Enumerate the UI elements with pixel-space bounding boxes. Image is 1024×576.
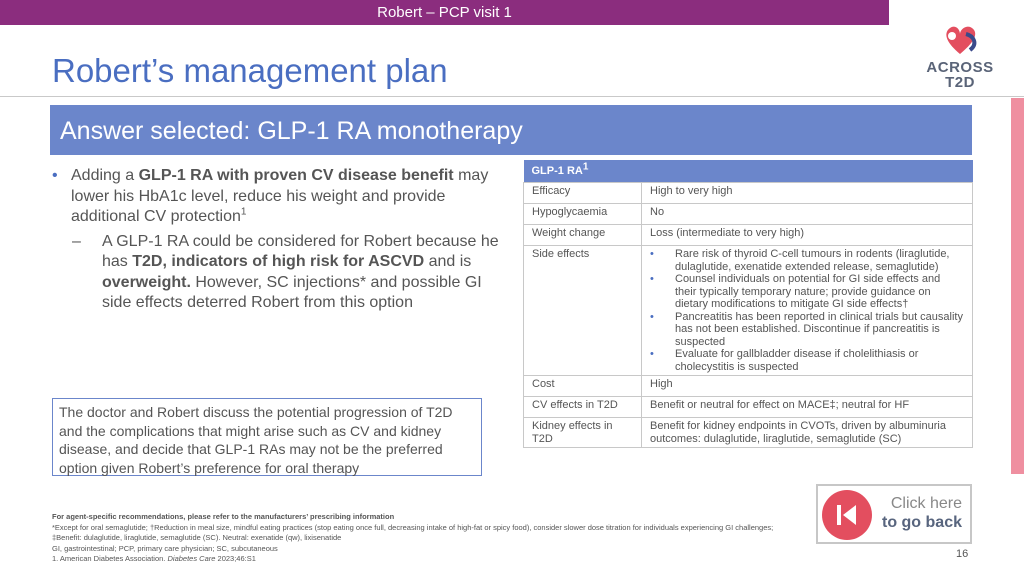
side-effects-list [650,248,964,373]
page-number: 16 [956,548,969,560]
back-arrow-icon[interactable] [822,490,872,540]
dash-icon: – [72,232,81,250]
decorative-stripe [1011,98,1024,474]
sub-bullet-item: – A GLP-1 RA could be considered for Robert because he has T2D, indicators of high risk for ASCVD and is overweight. However, SC injections* and possible GI side effects deterred Robert from this option [72,232,512,314]
list-item: • Pancreatitis has been reported in clinical trials but causality has not been established. Discontinue if pancreatitis is suspected [650,310,963,348]
table-row: Kidney effects in T2D Benefit for kidney endpoints in CVOTs, driven by albuminuria outcomes: dulaglutide, liraglutide, semaglutide (SC) [524,418,973,448]
table-row: Side effects • Rare risk of thyroid C-cell tumours in rodents (liraglutide, dulaglutide, exenatide extended release, semaglutide) • Counsel individuals on potential for GI side effects and their typically temporary nature; provide guidance on dietary modifications to mitigate GI side effects† • Pancreatitis has been reported in clinical trials but causality has not been established. Discontinue if pancreatitis is suspected • Evaluate for gallbladder disease if cholelithiasis or cholecystitis is suspected [524,246,973,376]
answer-banner: Answer selected: GLP-1 RA monotherapy [50,105,972,155]
table-row: Efficacy High to very high [524,183,973,204]
footnotes: For agent-specific recommendations, please refer to the manufacturers’ prescribing information *Except for oral semaglutide; †Reduction in meal size, mindful eating practices (stop eating once full, decreasing intake of high-fat or spicy food), consider slower dose titration for individuals experiencing GI challenges; ‡Benefit: dulaglutide, liraglutide, semaglutide (SC). Neutral: exenatide (qw), lixisenatide GI, gastrointestinal; PCP, primary care physician; SC, subcutaneous 1. American Diabetes Association. Diabetes Care 2023;46:S1 [52,512,774,563]
rationale-text [52,166,512,314]
glp1-ra-table [523,160,973,448]
list-item: • Counsel individuals on potential for GI side effects and their typically temporary nature; provide guidance on dietary modifications to mitigate GI side effects† [650,273,941,310]
list-item: • Rare risk of thyroid C-cell tumours in rodents (liraglutide, dulaglutide, exenatide extended release, semaglutide) [650,248,950,273]
slide-label-bar: Robert – PCP visit 1 [0,0,889,25]
table-row: Hypoglycaemia No [524,204,973,225]
table-row: Weight change Loss (intermediate to very high) [524,225,973,246]
discussion-note: The doctor and Robert discuss the potential progression of T2D and the complications that might arise such as CV and kidney disease, and decide that GLP-1 RAs may not be the preferred option given Robert’s preference for oral therapy [52,398,482,476]
page-title: Robert’s management plan [52,52,448,89]
logo-text: ACROSS T2D [926,59,994,91]
table-header: GLP-1 $RA^1$ [524,160,973,183]
table-row: Cost High [524,376,973,397]
go-back-button[interactable] [816,484,972,544]
bullet-icon: • [52,167,58,184]
bullet-item: • Adding a GLP-1 RA with proven CV disease benefit may lower his HbA1c level, reduce his weight and provide additional CV protection$^1$ [52,166,512,228]
list-item: • Evaluate for gallbladder disease if cholelithiasis or cholecystitis is suspected [650,348,919,373]
title-divider [0,96,1024,97]
go-back-label[interactable]: Click here to go back [881,495,962,531]
table-row: CV effects in T2D Benefit or neutral for effect on MACE‡; neutral for HF [524,397,973,418]
